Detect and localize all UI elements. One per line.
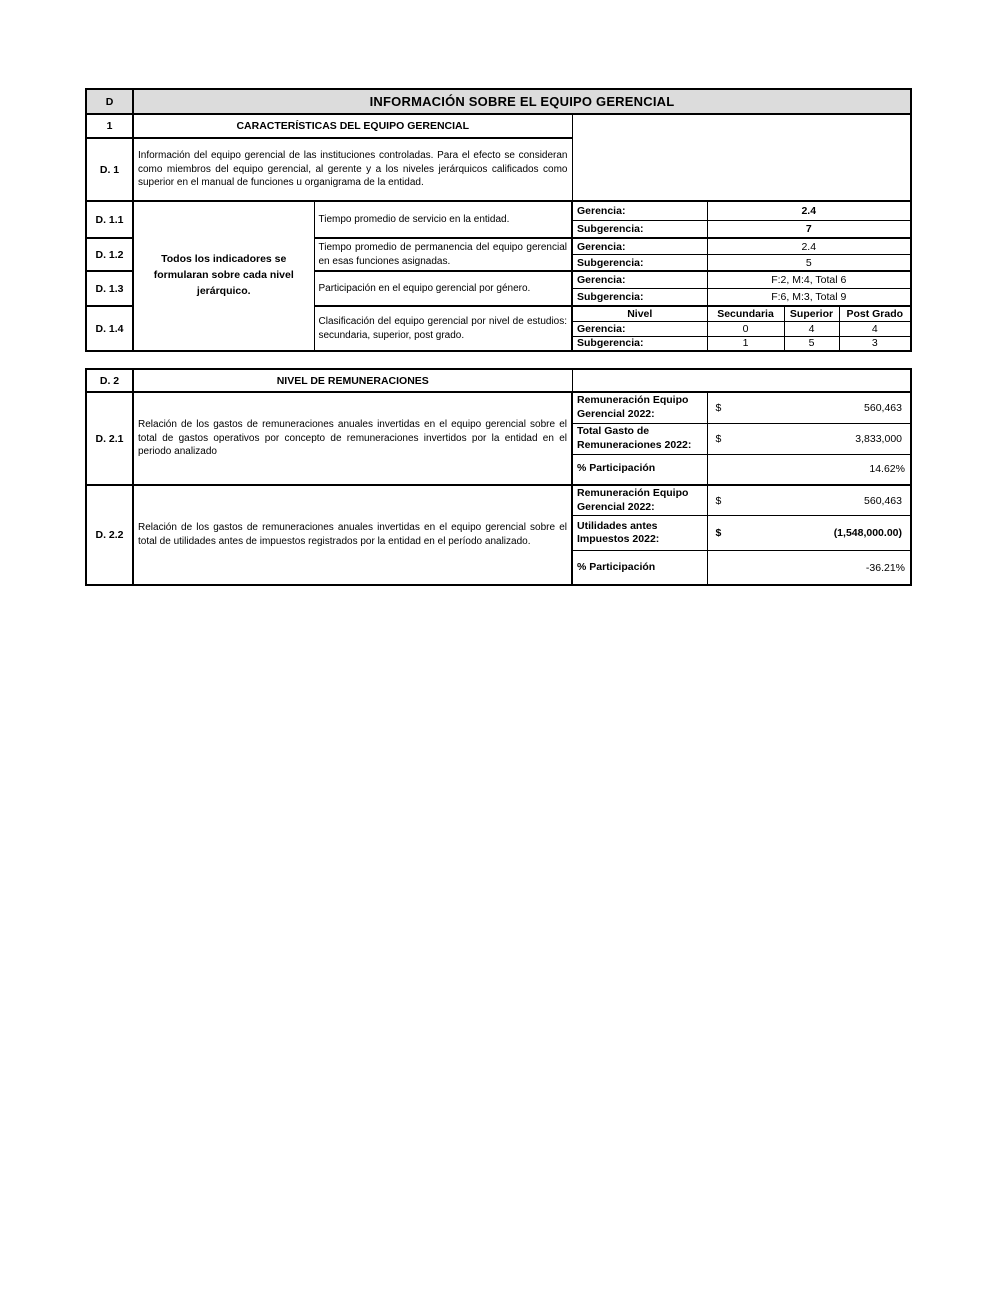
form-container	[85, 88, 910, 586]
d14-id: D. 1.4	[86, 306, 133, 351]
row1-title: CARACTERÍSTICAS DEL EQUIPO GERENCIAL	[133, 114, 572, 138]
d11-subgerencia-value: 7	[707, 220, 911, 238]
d2-title: NIVEL DE REMUNERACIONES	[133, 369, 572, 392]
d14-subgerencia-postgrado: 3	[839, 336, 911, 351]
d12-gerencia-value: 2.4	[707, 238, 911, 255]
shared-note: Todos los indicadores se formularan sobre cada nivel jerárquico.	[133, 201, 314, 351]
section-d-title: INFORMACIÓN SOBRE EL EQUIPO GERENCIAL	[133, 89, 911, 114]
d12-description: Tiempo promedio de permanencia del equipo gerencial en esas funciones asignadas.	[314, 238, 572, 271]
d22-utilidades-label: Utilidades antes Impuestos 2022:	[572, 516, 707, 551]
d12-subgerencia-label: Subgerencia:	[572, 255, 707, 272]
currency-symbol: $	[715, 494, 722, 507]
postgrado-header: Post Grado	[839, 306, 911, 321]
d22-remuneracion-label: Remuneración Equipo Gerencial 2022:	[572, 485, 707, 516]
d22-utilidades-value-cell	[707, 516, 911, 551]
d22-remuneracion-value-cell	[707, 485, 911, 516]
d21-remuneracion-label: Remuneración Equipo Gerencial 2022:	[572, 392, 707, 423]
d11-subgerencia-label: Subgerencia:	[572, 220, 707, 238]
d12-id: D. 1.2	[86, 238, 133, 271]
d21-participacion-label: % Participación	[572, 454, 707, 485]
d21-description: Relación de los gastos de remuneraciones anuales invertidas en el equipo gerencial sobre el total de gastos operativos por concepto de remuneraciones invertidos por la entidad en el periodo analizado	[133, 392, 572, 485]
d21-remuneracion-value-cell	[707, 392, 911, 423]
d14-description: Clasificación del equipo gerencial por nivel de estudios: secundaria, superior, post grado.	[314, 306, 572, 351]
d2-id: D. 2	[86, 369, 133, 392]
d13-subgerencia-label: Subgerencia:	[572, 288, 707, 306]
d14-subgerencia-superior: 5	[784, 336, 839, 351]
currency-symbol: $	[715, 401, 722, 414]
d14-subgerencia-label: Subgerencia:	[572, 336, 707, 351]
d11-gerencia-label: Gerencia:	[572, 201, 707, 220]
d22-participacion-value: -36.21%	[707, 551, 911, 585]
secundaria-header: Secundaria	[707, 306, 784, 321]
d14-gerencia-postgrado: 4	[839, 321, 911, 336]
table-remuneraciones	[85, 368, 912, 586]
superior-header: Superior	[784, 306, 839, 321]
d13-subgerencia-value: F:6, M:3, Total 9	[707, 288, 911, 306]
d22-participacion-label: % Participación	[572, 551, 707, 585]
row1-empty-cell	[572, 114, 911, 201]
d21-total-gasto-label: Total Gasto de Remuneraciones 2022:	[572, 423, 707, 454]
d21-remuneracion-amount: 560,463	[864, 401, 902, 414]
d21-id: D. 2.1	[86, 392, 133, 485]
section-d-id: D	[86, 89, 133, 114]
d14-gerencia-secundaria: 0	[707, 321, 784, 336]
d13-id: D. 1.3	[86, 271, 133, 306]
d21-total-gasto-amount: 3,833,000	[855, 432, 902, 445]
d11-gerencia-value: 2.4	[707, 201, 911, 220]
d22-utilidades-amount: (1,548,000.00)	[833, 527, 902, 540]
d14-gerencia-superior: 4	[784, 321, 839, 336]
currency-symbol: $	[715, 432, 722, 445]
currency-symbol: $	[715, 527, 722, 540]
d22-id: D. 2.2	[86, 485, 133, 585]
d1-id: D. 1	[86, 138, 133, 201]
d13-description: Participación en el equipo gerencial por género.	[314, 271, 572, 306]
d22-description: Relación de los gastos de remuneraciones anuales invertidas en el equipo gerencial sobre el total de utilidades antes de impuestos registrados por la entidad en el período analizado.	[133, 485, 572, 585]
nivel-header: Nivel	[572, 306, 707, 321]
d21-participacion-value: 14.62%	[707, 454, 911, 485]
d11-id: D. 1.1	[86, 201, 133, 238]
table-equipo-gerencial	[85, 88, 912, 352]
d2-empty-cell	[572, 369, 911, 392]
d12-gerencia-label: Gerencia:	[572, 238, 707, 255]
row1-id: 1	[86, 114, 133, 138]
d14-gerencia-label: Gerencia:	[572, 321, 707, 336]
d12-subgerencia-value: 5	[707, 255, 911, 272]
d21-total-gasto-value-cell	[707, 423, 911, 454]
d11-description: Tiempo promedio de servicio en la entidad.	[314, 201, 572, 238]
d13-gerencia-label: Gerencia:	[572, 271, 707, 288]
d1-description: Información del equipo gerencial de las instituciones controladas. Para el efecto se consideran como miembros del equipo gerencial, al gerente y a los niveles jerárquicos calificados como superior en el manual de funciones u organigrama de la entidad.	[133, 138, 572, 201]
d13-gerencia-value: F:2, M:4, Total 6	[707, 271, 911, 288]
d22-remuneracion-amount: 560,463	[864, 494, 902, 507]
d14-subgerencia-secundaria: 1	[707, 336, 784, 351]
